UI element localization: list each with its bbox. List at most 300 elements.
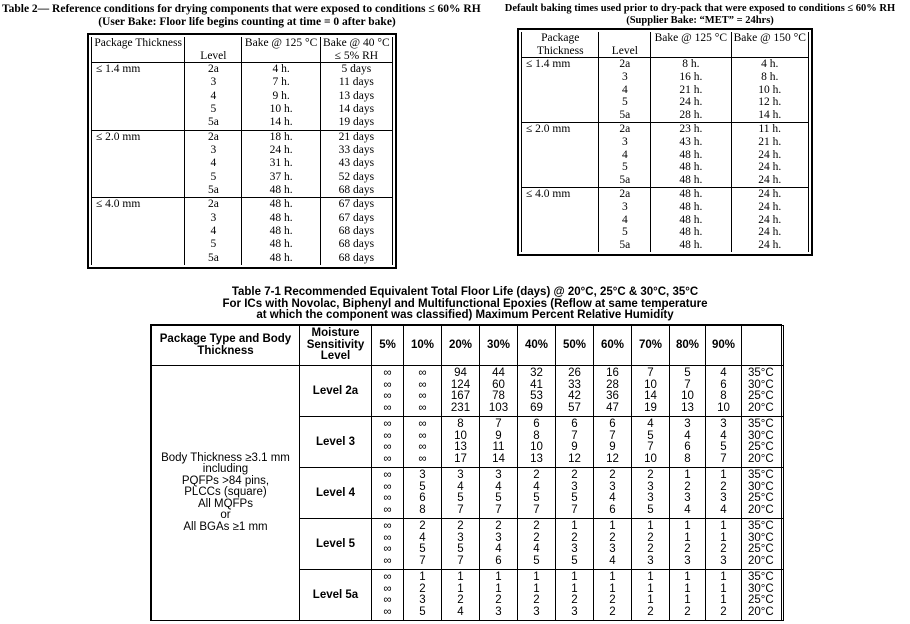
table7-body-line: All MQFPs	[198, 497, 253, 510]
table7-value: ∞	[383, 520, 392, 532]
table7-value: 1	[571, 571, 578, 583]
table2-bake_40-cell: 68 days	[320, 252, 392, 265]
table7-value: 10	[530, 441, 543, 453]
table7-temp: 25°C	[748, 594, 774, 606]
table7-temp: 20°C	[748, 605, 774, 618]
table7-value: 16	[606, 367, 619, 379]
table4-bake_150-cell: 11 h.	[731, 122, 809, 135]
table7-title-line1: Table 7-1 Recommended Equivalent Total Floor Life (days) @ 20°C, 25°C & 30°C, 35°C	[231, 286, 699, 298]
table7-value: 5	[647, 503, 654, 516]
table2-level-cell: 5a	[185, 184, 242, 198]
table7-value-cell	[632, 468, 670, 519]
table7-value: 7	[571, 429, 578, 442]
table7-temp: 20°C	[748, 401, 774, 414]
table7-value: 4	[647, 418, 654, 430]
table4-level-cell: 4	[599, 214, 651, 227]
table7-value: 1	[720, 582, 727, 595]
table7-temp-cell	[742, 519, 784, 570]
table4-bake_125-cell: 43 h.	[651, 136, 731, 149]
table4-level-cell: 2a	[599, 122, 651, 135]
table7-temp: 30°C	[748, 480, 774, 493]
table2-bake_125-cell: 37 h.	[242, 171, 320, 184]
table7-value: 14	[644, 390, 657, 402]
table7-value: 41	[530, 378, 543, 391]
table2-level-cell: 4	[185, 90, 242, 103]
table7-body-line: or	[220, 509, 231, 522]
table7-value: 5	[457, 543, 464, 555]
table7-title	[150, 287, 780, 322]
table7-value: 4	[533, 543, 540, 555]
table7-value: 7	[609, 429, 616, 442]
table2-bake_125-cell: 24 h.	[242, 144, 320, 157]
table7-value: 2	[720, 543, 727, 555]
table7-value: 2	[457, 594, 464, 606]
table7-body	[152, 366, 784, 621]
table7-value: 9	[495, 429, 502, 442]
table7-value: 1	[647, 520, 654, 532]
table7	[151, 325, 784, 621]
table7-value: ∞	[418, 378, 427, 391]
table7-temp: 30°C	[748, 378, 774, 391]
table7-value: 2	[647, 531, 654, 544]
table7-header-rh: 70%	[632, 326, 670, 366]
table2	[91, 37, 393, 265]
table7-value-cell	[632, 519, 670, 570]
table7-value-cell	[632, 417, 670, 468]
table2-level-cell: 4	[185, 225, 242, 238]
table2-header-level: Level	[185, 37, 242, 63]
table7-temp: 25°C	[748, 492, 774, 504]
table2-bake_40-cell: 11 days	[320, 76, 392, 89]
table2-thickness-cell: ≤ 2.0 mm	[92, 130, 185, 198]
table7-value-cell	[442, 468, 480, 519]
table7-value: 7	[571, 503, 578, 516]
table4-header-bake125: Bake @ 125 °C	[651, 32, 731, 58]
table7-value: 1	[720, 520, 727, 532]
table7-value: ∞	[383, 452, 392, 465]
table7-value: 3	[457, 469, 464, 481]
table4-level-cell: 2a	[599, 58, 651, 71]
table7-value: 1	[419, 571, 426, 583]
table2-bake_125-cell: 48 h.	[242, 225, 320, 238]
table7-value: ∞	[383, 378, 392, 391]
table7-value: 1	[495, 571, 502, 583]
table7-value: 53	[530, 390, 543, 402]
table4-bake_150-cell: 24 h.	[731, 226, 809, 239]
table2-row	[92, 198, 393, 212]
table7-value: 2	[457, 520, 464, 532]
table7-value: 7	[495, 418, 502, 430]
table7-body-line: All BGAs ≥1 mm	[183, 520, 268, 533]
table7-value: 2	[495, 520, 502, 532]
table7-value-cell	[706, 417, 742, 468]
table7-value: 94	[454, 367, 467, 379]
table7-temp: 20°C	[748, 503, 774, 516]
table4-bake_150-cell: 24 h.	[731, 174, 809, 187]
table7-value-cell	[480, 468, 518, 519]
table7-value-cell	[556, 519, 594, 570]
table4-level-cell: 5a	[599, 239, 651, 252]
table7-value: 5	[533, 492, 540, 504]
table7-value: 7	[647, 441, 654, 453]
table7-value: 1	[720, 594, 727, 606]
table4-bake_150-cell: 24 h.	[731, 187, 809, 200]
table7-value: ∞	[418, 367, 427, 379]
table4-bake_125-cell: 21 h.	[651, 84, 731, 97]
table7-value: 8	[533, 429, 540, 442]
table7-value: 2	[533, 594, 540, 606]
table7-value: ∞	[383, 367, 392, 379]
table7-value: 14	[492, 452, 505, 465]
table4-row	[522, 187, 809, 200]
table2-bake_40-cell: 52 days	[320, 171, 392, 184]
table7-header-rh: 60%	[594, 326, 632, 366]
table2-thickness-cell: ≤ 4.0 mm	[92, 198, 185, 265]
table7-header-rh: 30%	[480, 326, 518, 366]
table7-value-cell	[404, 519, 442, 570]
table7-body-thickness	[152, 366, 300, 621]
table7-value: 5	[533, 554, 540, 567]
table7-value-cell	[518, 519, 556, 570]
table7-level-name: Level 5a	[300, 570, 372, 621]
table7-value-cell	[442, 417, 480, 468]
table7-value-cell	[480, 366, 518, 417]
table7-header-rh: 40%	[518, 326, 556, 366]
table4-title-line1: Default baking times used prior to dry-pack that were exposed to conditions ≤ 60% RH	[504, 3, 896, 14]
table7-value-cell	[706, 366, 742, 417]
table7-value: 2	[419, 582, 426, 595]
table7-value: 5	[684, 367, 691, 379]
table7-value: 3	[720, 418, 727, 430]
table2-title	[2, 3, 492, 29]
table7-value: 3	[609, 543, 616, 555]
table7-value: 2	[533, 520, 540, 532]
table4-level-cell: 5a	[599, 109, 651, 122]
table2-level-cell: 4	[185, 157, 242, 170]
table7-value: 42	[568, 390, 581, 402]
table7-value-cell	[556, 468, 594, 519]
table7-body-line: Body Thickness ≥3.1 mm	[161, 451, 290, 464]
table7-value: 5	[457, 492, 464, 504]
table7-value: 8	[684, 452, 691, 465]
table7-value-cell	[518, 570, 556, 621]
table7-temp-cell	[742, 468, 784, 519]
table7-value: 4	[419, 531, 426, 544]
table7-temp: 25°C	[748, 441, 774, 453]
table7-value: 4	[457, 605, 464, 618]
table7-value: 2	[571, 594, 578, 606]
table7-level-name: Level 2a	[300, 366, 372, 417]
table7-value: 6	[533, 418, 540, 430]
table7-value: 8	[419, 503, 426, 516]
table7-value: ∞	[418, 452, 427, 465]
table7-value-cell	[632, 366, 670, 417]
table4-level-cell: 4	[599, 149, 651, 162]
table7-value: ∞	[418, 441, 427, 453]
table2-level-cell: 5	[185, 103, 242, 116]
table7-body-line: PLCCs (square)	[184, 486, 267, 499]
table7-value: 5	[419, 480, 426, 493]
table7-temp: 25°C	[748, 543, 774, 555]
table7-header-rh: 80%	[670, 326, 706, 366]
table7-value: 3	[647, 480, 654, 493]
table4-title-line2: (Supplier Bake: “MET” = 24hrs)	[626, 15, 774, 26]
table4-level-cell: 5	[599, 96, 651, 109]
table7-value: 17	[454, 452, 467, 465]
table7-value: 2	[609, 594, 616, 606]
table2-bake_125-cell: 9 h.	[242, 90, 320, 103]
table7-temp: 30°C	[748, 429, 774, 442]
table7-value: 6	[571, 418, 578, 430]
table7-value: 10	[454, 429, 467, 442]
table7-value-cell	[372, 519, 404, 570]
table7-value-cell	[372, 366, 404, 417]
table4-bake_125-cell: 48 h.	[651, 239, 731, 252]
table4-bake_125-cell: 48 h.	[651, 174, 731, 187]
table7-value: 12	[606, 452, 619, 465]
table7-value: 3	[495, 605, 502, 618]
table2-title-line2: (User Bake: Floor life begins counting at time = 0 after bake)	[98, 16, 396, 28]
table7-value: ∞	[383, 429, 392, 442]
table7-value: 1	[647, 594, 654, 606]
table7-value-cell	[594, 468, 632, 519]
table4-bake_150-cell: 24 h.	[731, 201, 809, 214]
table7-value: ∞	[383, 418, 392, 430]
table7-value: 3	[720, 492, 727, 504]
table7-value: 3	[609, 480, 616, 493]
table4	[521, 32, 809, 252]
table7-value: 1	[720, 571, 727, 583]
table2-bake_125-cell: 48 h.	[242, 198, 320, 212]
table7-value: 3	[419, 469, 426, 481]
table7-value: 26	[568, 367, 581, 379]
table7-header-rh: 90%	[706, 326, 742, 366]
table7-value: 9	[609, 441, 616, 453]
table7-value-cell	[632, 570, 670, 621]
table7-temp: 35°C	[748, 520, 774, 532]
table7-frame	[150, 324, 782, 621]
table7-value: 7	[457, 554, 464, 567]
table7-header-temp	[742, 326, 784, 366]
table7-value: 10	[644, 452, 657, 465]
table2-bake_40-cell: 68 days	[320, 225, 392, 238]
table7-value-cell	[706, 468, 742, 519]
table7-value: 2	[684, 543, 691, 555]
table7-value: 3	[419, 594, 426, 606]
table7-value: 6	[609, 503, 616, 516]
table7-value-cell	[556, 570, 594, 621]
table7-value-cell	[372, 417, 404, 468]
table7-value: 1	[684, 520, 691, 532]
table2-bake_125-cell: 18 h.	[242, 130, 320, 144]
table2-bake_40-cell: 14 days	[320, 103, 392, 116]
table7-value: 36	[606, 390, 619, 402]
table7-temp: 35°C	[748, 367, 774, 379]
table7-value: 2	[684, 480, 691, 493]
table7-temp: 35°C	[748, 571, 774, 583]
table4-header-thickness: Package Thickness	[522, 32, 599, 58]
table7-value-cell	[372, 468, 404, 519]
table7-title-line3: at which the component was classified) Maximum Percent Relative Humidity	[256, 309, 674, 321]
table7-value: 167	[450, 390, 471, 402]
table4-bake_150-cell: 24 h.	[731, 161, 809, 174]
table2-level-cell: 5	[185, 238, 242, 251]
table7-value: 124	[450, 378, 471, 391]
table7-value: 6	[419, 492, 426, 504]
table7-value: 2	[647, 605, 654, 618]
table7-value: 4	[533, 480, 540, 493]
table7-value-cell	[480, 519, 518, 570]
table7-temp: 35°C	[748, 469, 774, 481]
table7-header-rh: 10%	[404, 326, 442, 366]
table7-value-cell	[594, 570, 632, 621]
table7-value: ∞	[383, 594, 392, 606]
table4-level-cell: 3	[599, 71, 651, 84]
table7-value-cell	[670, 366, 706, 417]
table7-value-cell	[404, 417, 442, 468]
table7-value: ∞	[383, 492, 392, 504]
table4-bake_150-cell: 8 h.	[731, 71, 809, 84]
table7-value-cell	[404, 366, 442, 417]
table7-value: 2	[495, 594, 502, 606]
table4-bake_150-cell: 24 h.	[731, 149, 809, 162]
table7-value: ∞	[418, 418, 427, 430]
table7-value: 8	[720, 390, 727, 402]
table7-value: 5	[495, 492, 502, 504]
table4-row	[522, 58, 809, 71]
table4-bake_150-cell: 12 h.	[731, 96, 809, 109]
table2-header-bake40: Bake @ 40 °C ≤ 5% RH	[320, 37, 392, 63]
table7-temp: 30°C	[748, 531, 774, 544]
table7-value: 8	[457, 418, 464, 430]
table7-value: 13	[681, 401, 694, 414]
table7-temp: 35°C	[748, 418, 774, 430]
table4-row	[522, 122, 809, 135]
table2-bake_125-cell: 48 h.	[242, 238, 320, 251]
table4-level-cell: 3	[599, 201, 651, 214]
table7-value: 1	[571, 520, 578, 532]
table7-value: 3	[684, 418, 691, 430]
table7-value: 1	[684, 571, 691, 583]
table7-title-line2: For ICs with Novolac, Biphenyl and Multifunctional Epoxies (Reflow at same temperature	[222, 297, 708, 310]
table7-value: 6	[720, 378, 727, 391]
table7-value: ∞	[383, 571, 392, 583]
table7-value-cell	[480, 570, 518, 621]
table4-thickness-cell: ≤ 1.4 mm	[522, 58, 599, 123]
table7-value: 2	[533, 531, 540, 544]
table7-level-name: Level 3	[300, 417, 372, 468]
table7-value: ∞	[383, 582, 392, 595]
table7-value: ∞	[383, 469, 392, 481]
table4-bake_125-cell: 23 h.	[651, 122, 731, 135]
table7-value: 2	[647, 543, 654, 555]
table7-value: 5	[720, 441, 727, 453]
table7-temp-cell	[742, 570, 784, 621]
table7-value: 2	[609, 605, 616, 618]
table2-title-line1: Table 2— Reference conditions for drying components that were exposed to conditions ≤ 60% RH	[2, 3, 481, 15]
table7-value-cell	[706, 570, 742, 621]
table2-level-cell: 5	[185, 171, 242, 184]
table7-value: 1	[647, 582, 654, 595]
table7-value: 28	[606, 378, 619, 391]
table4-bake_150-cell: 21 h.	[731, 136, 809, 149]
table2-level-cell: 3	[185, 212, 242, 225]
table7-header-package: Package Type and Body Thickness	[152, 326, 300, 366]
table7-value: 5	[571, 492, 578, 504]
table7-value-cell	[670, 570, 706, 621]
table7-value: 2	[609, 531, 616, 544]
table7-value: 4	[720, 367, 727, 379]
table4-bake_150-cell: 4 h.	[731, 58, 809, 71]
table4-bake_125-cell: 48 h.	[651, 226, 731, 239]
table7-value: 7	[720, 452, 727, 465]
table4-level-cell: 3	[599, 136, 651, 149]
table7-value: 1	[457, 571, 464, 583]
table7-value-cell	[404, 570, 442, 621]
table4-bake_125-cell: 48 h.	[651, 161, 731, 174]
table7-value: 3	[684, 492, 691, 504]
table4-title	[490, 3, 910, 27]
table7-value: 13	[454, 441, 467, 453]
table7-value: 3	[495, 469, 502, 481]
table7-value: 10	[717, 401, 730, 414]
table7-value: 2	[609, 469, 616, 481]
table2-row	[92, 63, 393, 77]
table7-value: 103	[488, 401, 509, 414]
table7-value: 4	[684, 503, 691, 516]
table7-value-cell	[518, 366, 556, 417]
table4-thickness-cell: ≤ 4.0 mm	[522, 187, 599, 252]
table7-value: 4	[495, 480, 502, 493]
table7-value: 3	[571, 480, 578, 493]
table7-value: 5	[571, 554, 578, 567]
table7-value: ∞	[383, 554, 392, 567]
table7-value: 2	[647, 469, 654, 481]
table7-value: 7	[647, 367, 654, 379]
table2-bake_125-cell: 48 h.	[242, 212, 320, 225]
table4-level-cell: 4	[599, 84, 651, 97]
table7-value: 6	[684, 441, 691, 453]
table7-value: 69	[530, 401, 543, 414]
table2-level-cell: 5a	[185, 116, 242, 130]
table7-value: 19	[644, 401, 657, 414]
table2-level-cell: 3	[185, 144, 242, 157]
table7-value: 4	[720, 429, 727, 442]
table7-value-cell	[706, 519, 742, 570]
table2-bake_40-cell: 68 days	[320, 184, 392, 198]
table2-level-cell: 2a	[185, 198, 242, 212]
table7-level-name: Level 5	[300, 519, 372, 570]
table7-value: 57	[568, 401, 581, 414]
table7-value-cell	[556, 417, 594, 468]
table7-value: 13	[530, 452, 543, 465]
table7-value: 33	[568, 378, 581, 391]
table7-value-cell	[404, 468, 442, 519]
table7-value: 1	[684, 594, 691, 606]
table7-value: ∞	[383, 503, 392, 516]
table7-header-rh: 50%	[556, 326, 594, 366]
table2-bake_40-cell: 67 days	[320, 212, 392, 225]
table7-value: ∞	[383, 441, 392, 453]
table7-value: 12	[568, 452, 581, 465]
table7-value: 4	[495, 543, 502, 555]
table7-temp: 20°C	[748, 554, 774, 567]
table7-temp-cell	[742, 366, 784, 417]
table7-value: 78	[492, 390, 505, 402]
table7-value: 4	[457, 480, 464, 493]
table7-value: 1	[684, 531, 691, 544]
table7-temp: 30°C	[748, 582, 774, 595]
